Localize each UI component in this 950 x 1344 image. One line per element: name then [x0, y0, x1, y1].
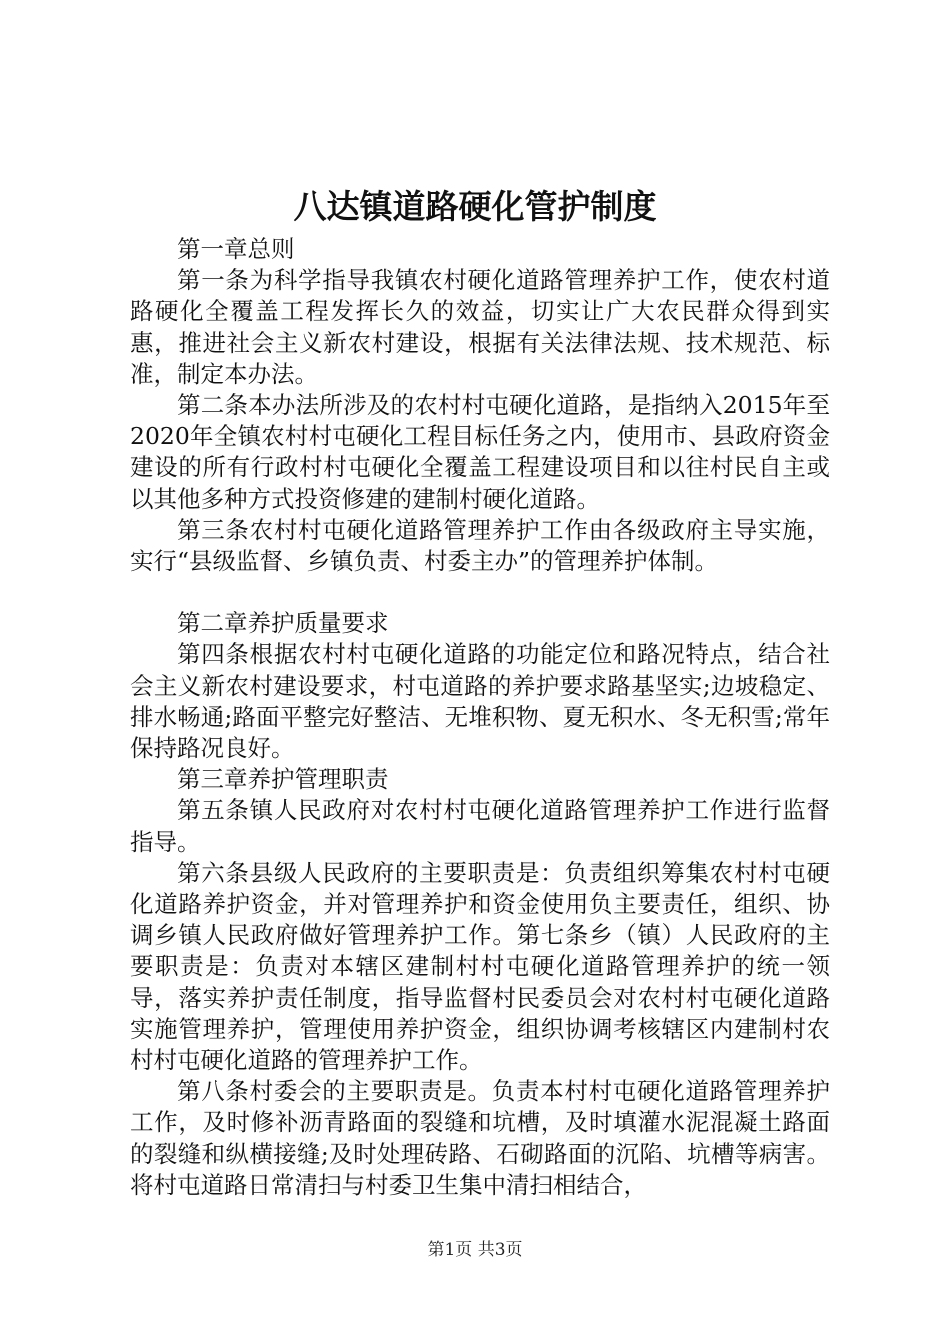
article-paragraph: 第三条农村村屯硬化道路管理养护工作由各级政府主导实施，实行“县级监督、乡镇负责、村委主办”的管理养护体制。 [130, 515, 830, 576]
article-paragraph: 第八条村委会的主要职责是。负责本村村屯硬化道路管理养护工作，及时修补沥青路面的裂缝和坑槽，及时填灌水泥混凝土路面的裂缝和纵横接缝;及时处理砖路、石砌路面的沉陷、坑槽等病害。将村屯道路日常清扫与村委卫生集中清扫相结合， [130, 1077, 830, 1199]
chapter-heading: 第二章养护质量要求 [177, 609, 389, 638]
article-paragraph: 第一条为科学指导我镇农村硬化道路管理养护工作，使农村道路硬化全覆盖工程发挥长久的效益，切实让广大农民群众得到实惠，推进社会主义新农村建设，根据有关法律法规、技术规范、标准，制定本办法。 [130, 266, 830, 388]
chapter-heading: 第三章养护管理职责 [177, 765, 389, 794]
chapter-heading: 第一章总则 [177, 235, 295, 263]
document-title: 八达镇道路硬化管护制度 [293, 187, 657, 226]
document-body [130, 234, 830, 1201]
article-paragraph: 第六条县级人民政府的主要职责是：负责组织筹集农村村屯硬化道路养护资金，并对管理养护和资金使用负主要责任，组织、协调乡镇人民政府做好管理养护工作。第七条乡（镇）人民政府的主要职责是：负责对本辖区建制村村屯硬化道路管理养护的统一领导，落实养护责任制度，指导监督村民委员会对农村村屯硬化道路实施管理养护，管理使用养护资金，组织协调考核辖区内建制村农村村屯硬化道路的管理养护工作。 [130, 858, 830, 1075]
page-number-footer: 第1页 共3页 [427, 1240, 523, 1260]
article-paragraph: 第五条镇人民政府对农村村屯硬化道路管理养护工作进行监督指导。 [130, 796, 830, 856]
article-paragraph: 第四条根据农村村屯硬化道路的功能定位和路况特点，结合社会主义新农村建设要求，村屯道路的养护要求路基坚实;边坡稳定、排水畅通;路面平整完好整洁、无堆积物、夏无积水、冬无积雪;常年保持路况良好。 [130, 640, 830, 763]
article-paragraph: 第二条本办法所涉及的农村村屯硬化道路，是指纳入2015年至2020年全镇农村村屯硬化工程目标任务之内，使用市、县政府资金建设的所有行政村村屯硬化全覆盖工程建设项目和以往村民自主或以其他多种方式投资修建的建制村硬化道路。 [130, 391, 830, 513]
